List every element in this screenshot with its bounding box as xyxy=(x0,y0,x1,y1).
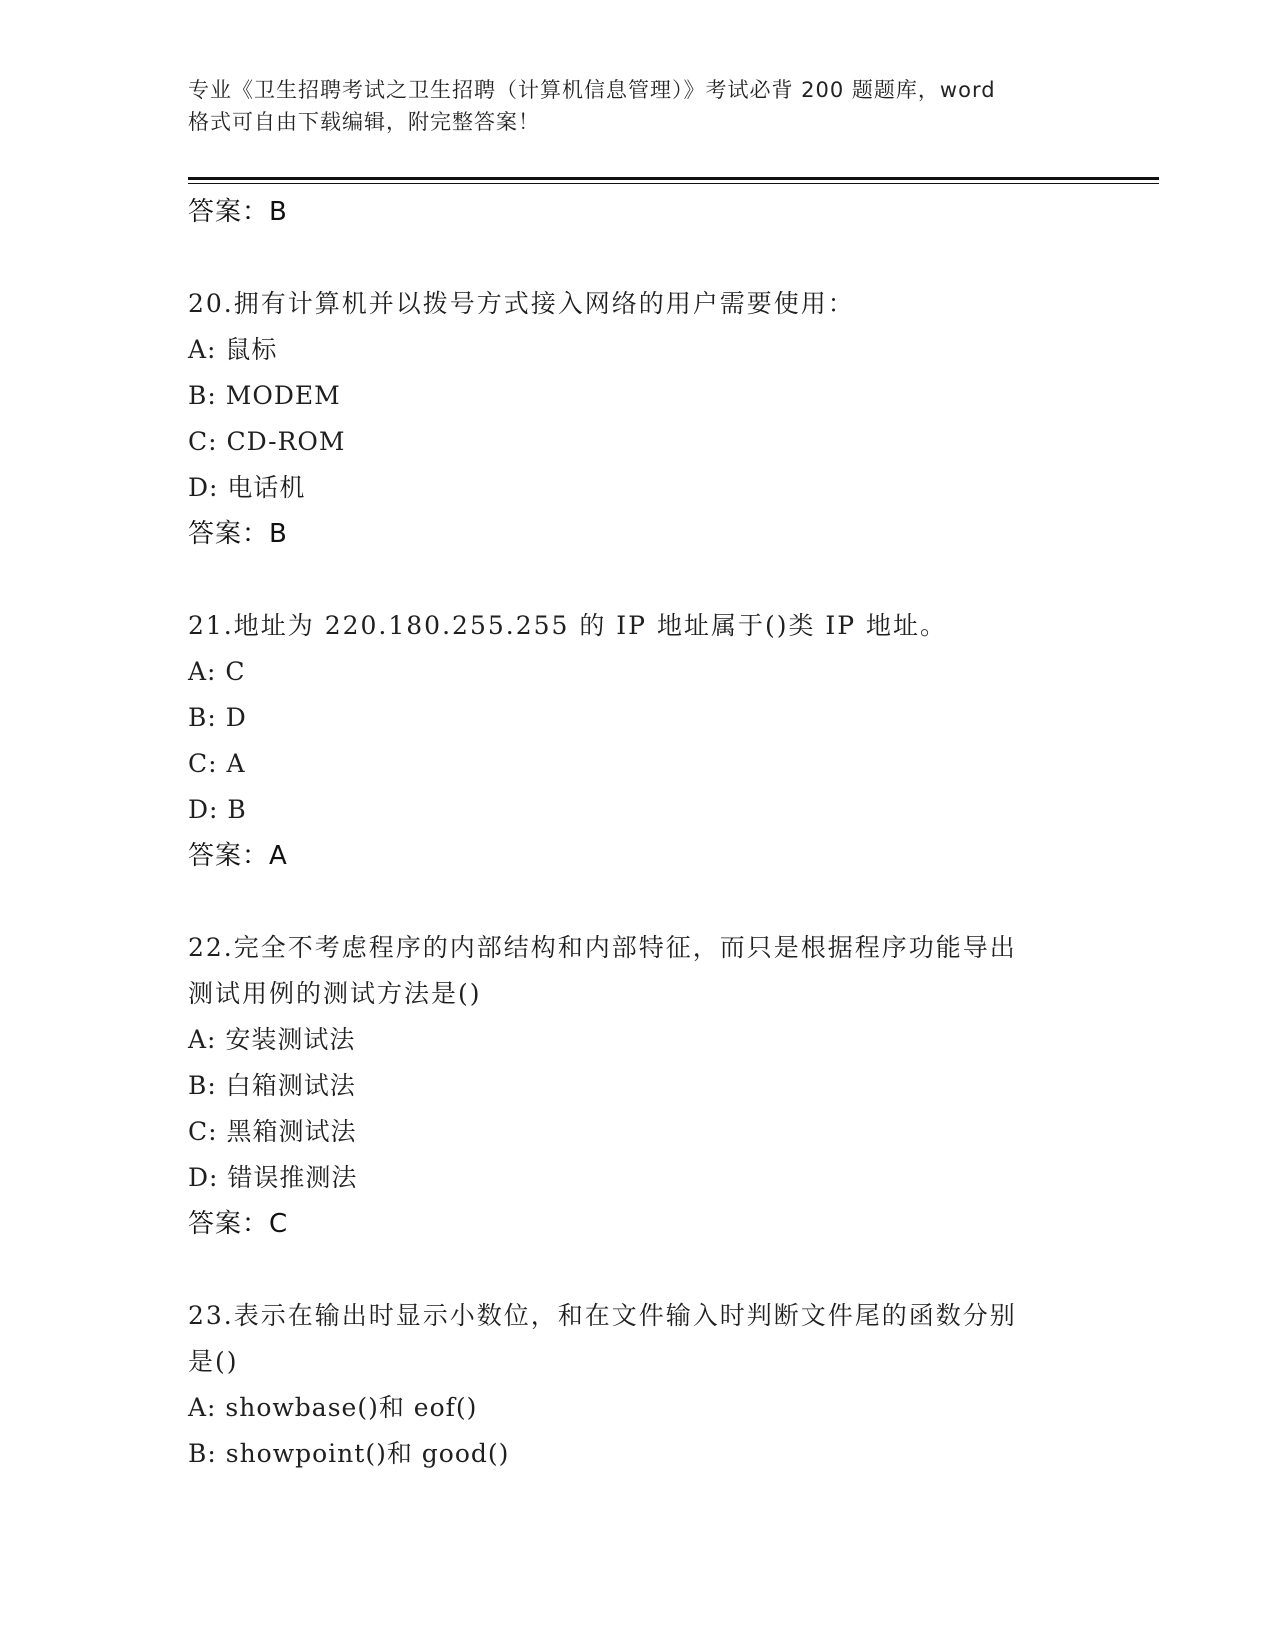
answer-line: 答案：A xyxy=(188,841,288,871)
question-block xyxy=(188,925,1088,1247)
option-d: D: 错误推测法 xyxy=(188,1163,358,1192)
header-line-1: 专业《卫生招聘考试之卫生招聘（计算机信息管理）》考试必背 200 题题库，word xyxy=(188,78,996,102)
option-b: B: 白箱测试法 xyxy=(188,1071,356,1100)
document-header xyxy=(188,74,1088,138)
question-block xyxy=(188,603,1088,879)
header-line-2: 格式可自由下载编辑，附完整答案！ xyxy=(188,110,540,134)
question-stem: 20.拥有计算机并以拨号方式接入网络的用户需要使用： xyxy=(188,289,855,318)
question-block xyxy=(188,281,1088,557)
question-stem-continued: 是() xyxy=(188,1347,239,1376)
option-d: D: 电话机 xyxy=(188,473,306,502)
option-a: A: showbase()和 eof() xyxy=(188,1393,478,1422)
answer-line: 答案：C xyxy=(188,1209,289,1239)
question-stem: 23.表示在输出时显示小数位，和在文件输入时判断文件尾的函数分别 xyxy=(188,1301,1017,1330)
option-c: C: CD-ROM xyxy=(188,427,346,456)
option-b: B: showpoint()和 good() xyxy=(188,1439,510,1468)
question-list xyxy=(188,189,1088,1477)
option-a: A: 鼠标 xyxy=(188,335,278,364)
question-stem-continued: 测试用例的测试方法是() xyxy=(188,979,482,1008)
option-c: C: A xyxy=(188,749,246,778)
question-block xyxy=(188,1293,1088,1477)
option-a: A: C xyxy=(188,657,246,686)
question-stem: 21.地址为 220.180.255.255 的 IP 地址属于()类 IP 地址。 xyxy=(188,611,948,640)
question-stem: 22.完全不考虑程序的内部结构和内部特征，而只是根据程序功能导出 xyxy=(188,933,1017,962)
header-divider-thick xyxy=(188,177,1159,180)
option-a: A: 安装测试法 xyxy=(188,1025,356,1054)
answer-line: 答案：B xyxy=(188,197,288,227)
option-b: B: D xyxy=(188,703,247,732)
spacer xyxy=(188,235,1088,281)
option-b: B: MODEM xyxy=(188,381,341,410)
header-divider-thin xyxy=(188,183,1159,184)
option-c: C: 黑箱测试法 xyxy=(188,1117,357,1146)
spacer xyxy=(188,879,1088,925)
option-d: D: B xyxy=(188,795,247,824)
spacer xyxy=(188,1247,1088,1293)
answer-line: 答案：B xyxy=(188,519,288,549)
spacer xyxy=(188,557,1088,603)
